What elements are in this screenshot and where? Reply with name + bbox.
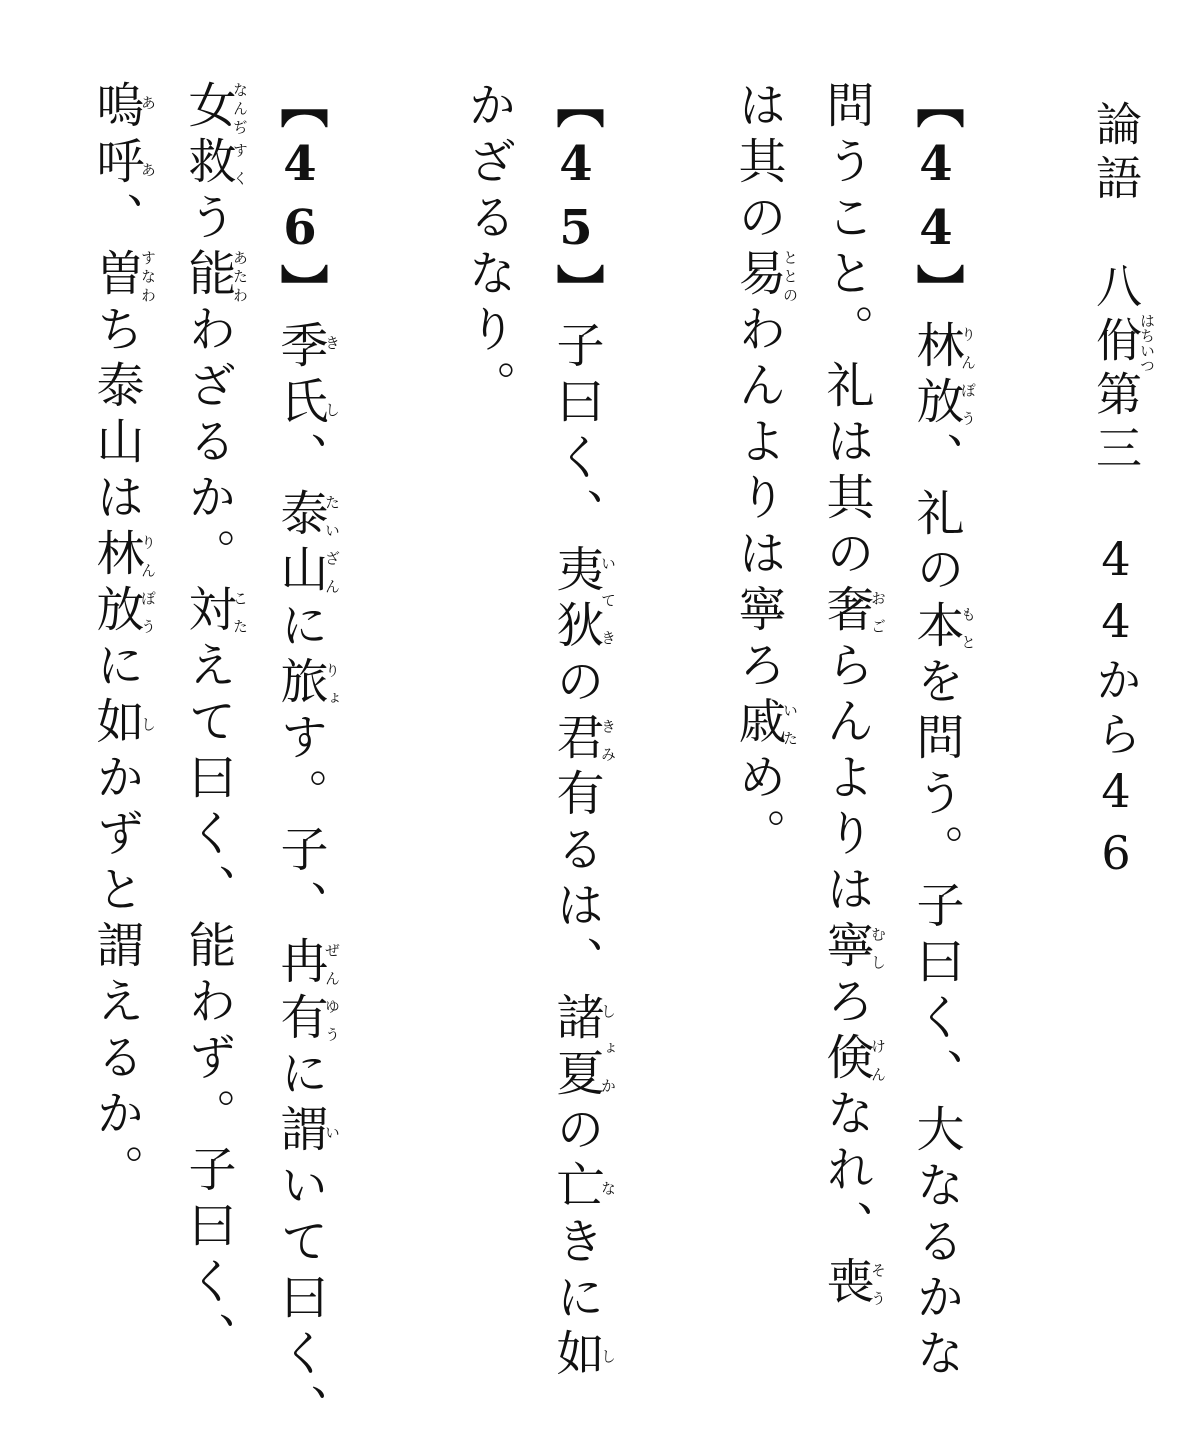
body-text: わざるか。: [180, 304, 236, 584]
ruby-text: ととの: [781, 248, 799, 304]
base-text: 冉有: [272, 936, 328, 1048]
section-44-line-1: [896, 80, 977, 1384]
ruby-text: い: [323, 1104, 341, 1160]
body-text: 、礼の: [908, 432, 964, 600]
section-45-tag: 【45】: [548, 80, 604, 320]
body-text: 問うこと。礼は其の: [818, 80, 874, 584]
section-44-line-3: [718, 80, 798, 1130]
ruby-moto: [908, 600, 977, 656]
base-text: 救: [180, 136, 236, 192]
title-chapter-ruby-group: [1089, 313, 1156, 373]
ruby-text: りょ: [323, 656, 341, 712]
body-text: 、: [88, 192, 144, 248]
section-46-line-1: [260, 80, 341, 1440]
title-book: 論語: [1089, 100, 1143, 208]
ruby-text: いてき: [599, 544, 617, 656]
ruby-shoka: [548, 992, 617, 1104]
ruby-suku: [180, 136, 249, 192]
ruby-nanji: [180, 80, 249, 136]
ruby-text: し: [139, 696, 157, 752]
base-text: 嗚呼: [88, 80, 144, 192]
body-text: ち泰山は: [88, 304, 144, 528]
ruby-text: けん: [869, 1032, 887, 1088]
body-text: に: [88, 640, 144, 696]
base-text: 女: [180, 80, 236, 136]
ruby-i: [272, 1104, 341, 1160]
title-chapter-before: 八: [1089, 262, 1143, 316]
ruby-ken: [818, 1032, 887, 1088]
base-text: 戚: [730, 696, 786, 752]
body-text: う: [180, 192, 236, 248]
ruby-sunawa: [88, 248, 157, 304]
page-title: [1076, 100, 1156, 1150]
ruby-ita: [730, 696, 799, 752]
section-46-line-3: [76, 80, 157, 1200]
base-text: 泰山: [272, 488, 328, 600]
ruby-text: ああ: [139, 80, 157, 192]
ruby-text: きみ: [599, 712, 617, 768]
ruby-ogo: [818, 584, 887, 640]
ruby-aa: [88, 80, 157, 192]
title-chapter-after: 第三: [1089, 370, 1143, 478]
ruby-text: ぜんゆう: [323, 936, 341, 1048]
ruby-text: な: [599, 1160, 617, 1216]
base-text: 旅: [272, 656, 328, 712]
body-text: に: [272, 1048, 328, 1104]
base-text: 謂: [272, 1104, 328, 1160]
ruby-sou: [818, 1256, 887, 1312]
body-text: 有るは、: [548, 768, 604, 992]
base-text: 林放: [908, 320, 964, 432]
ruby-iteki: [548, 544, 617, 656]
ruby-text: し: [599, 1328, 617, 1384]
ruby-na: [548, 1160, 617, 1216]
ruby-text: なんぢ: [231, 80, 249, 136]
body-text: に: [272, 600, 328, 656]
ruby-shi: [548, 1328, 617, 1384]
ruby-text: こた: [231, 584, 249, 640]
base-text: 倹: [818, 1032, 874, 1088]
ruby-totono: [730, 248, 799, 304]
ruby-rinpo-2: [88, 528, 157, 640]
ruby-shi-2: [88, 696, 157, 752]
body-text: は其の: [730, 80, 786, 248]
body-text: の: [548, 1104, 604, 1160]
ruby-ryo: [272, 656, 341, 712]
ruby-kimi: [548, 712, 617, 768]
body-text: なれ、: [818, 1088, 874, 1256]
ruby-taizan: [272, 488, 341, 600]
ruby-rinpo: [908, 320, 977, 432]
body-text: いて曰く、: [272, 1160, 328, 1440]
body-text: を問う。子曰く、大なるかな: [908, 656, 964, 1384]
base-text: 奢: [818, 584, 874, 640]
base-text: 本: [908, 600, 964, 656]
ruby-text: いた: [781, 696, 799, 752]
ruby-text: むし: [869, 920, 887, 976]
base-text: 亡: [548, 1160, 604, 1216]
base-text: 林放: [88, 528, 144, 640]
body-text: きに: [548, 1216, 604, 1328]
body-text: らんよりは: [818, 640, 874, 920]
ruby-text: すく: [231, 136, 249, 192]
base-text: 夷狄: [548, 544, 604, 656]
body-text: 、: [272, 432, 328, 488]
section-44-line-2: [806, 80, 887, 1312]
base-text: 能: [180, 248, 236, 304]
ruby-kishi: [272, 320, 341, 432]
ruby-zenyu: [272, 936, 341, 1048]
ruby-text: あたわ: [231, 248, 249, 304]
ruby-text: りんぽう: [139, 528, 157, 640]
body-text: かずと謂えるか。: [88, 752, 144, 1200]
ruby-atawa: [180, 248, 249, 304]
section-45-line-2: [448, 80, 528, 1130]
base-text: 君: [548, 712, 604, 768]
body-text: の: [548, 656, 604, 712]
ruby-text: そう: [869, 1256, 887, 1312]
base-text: 季氏: [272, 320, 328, 432]
base-text: 対: [180, 584, 236, 640]
ruby-text: すなわ: [139, 248, 157, 304]
base-text: 如: [88, 696, 144, 752]
ruby-kota: [180, 584, 249, 640]
body-text: ろ: [818, 976, 874, 1032]
body-text: えて曰く、能わず。子曰く、: [180, 640, 236, 1368]
title-range: 44から46: [1089, 532, 1143, 888]
base-text: 喪: [818, 1256, 874, 1312]
body-text: め。: [730, 752, 786, 864]
body-text: かざるなり。: [460, 80, 516, 416]
title-chapter-kanji: 佾: [1089, 313, 1143, 373]
section-44-tag: 【44】: [908, 80, 964, 320]
body-text: す。子、: [272, 712, 328, 936]
section-45-line-1: [536, 80, 617, 1384]
section-46-tag: 【46】: [272, 80, 328, 320]
section-46-line-2: [168, 80, 249, 1368]
ruby-text: しょか: [599, 992, 617, 1104]
base-text: 易: [730, 248, 786, 304]
ruby-text: おご: [869, 584, 887, 640]
ruby-text: もと: [959, 600, 977, 656]
title-chapter-ruby: はちいつ: [1138, 313, 1156, 373]
ruby-mushi: [818, 920, 887, 976]
base-text: 寧: [818, 920, 874, 976]
ruby-text: きし: [323, 320, 341, 432]
ruby-text: たいざん: [323, 488, 341, 600]
base-text: 諸夏: [548, 992, 604, 1104]
ruby-text: りんぽう: [959, 320, 977, 432]
base-text: 如: [548, 1328, 604, 1384]
body-text: わんよりは寧ろ: [730, 304, 786, 696]
body-text: 子曰く、: [548, 320, 604, 544]
base-text: 曽: [88, 248, 144, 304]
